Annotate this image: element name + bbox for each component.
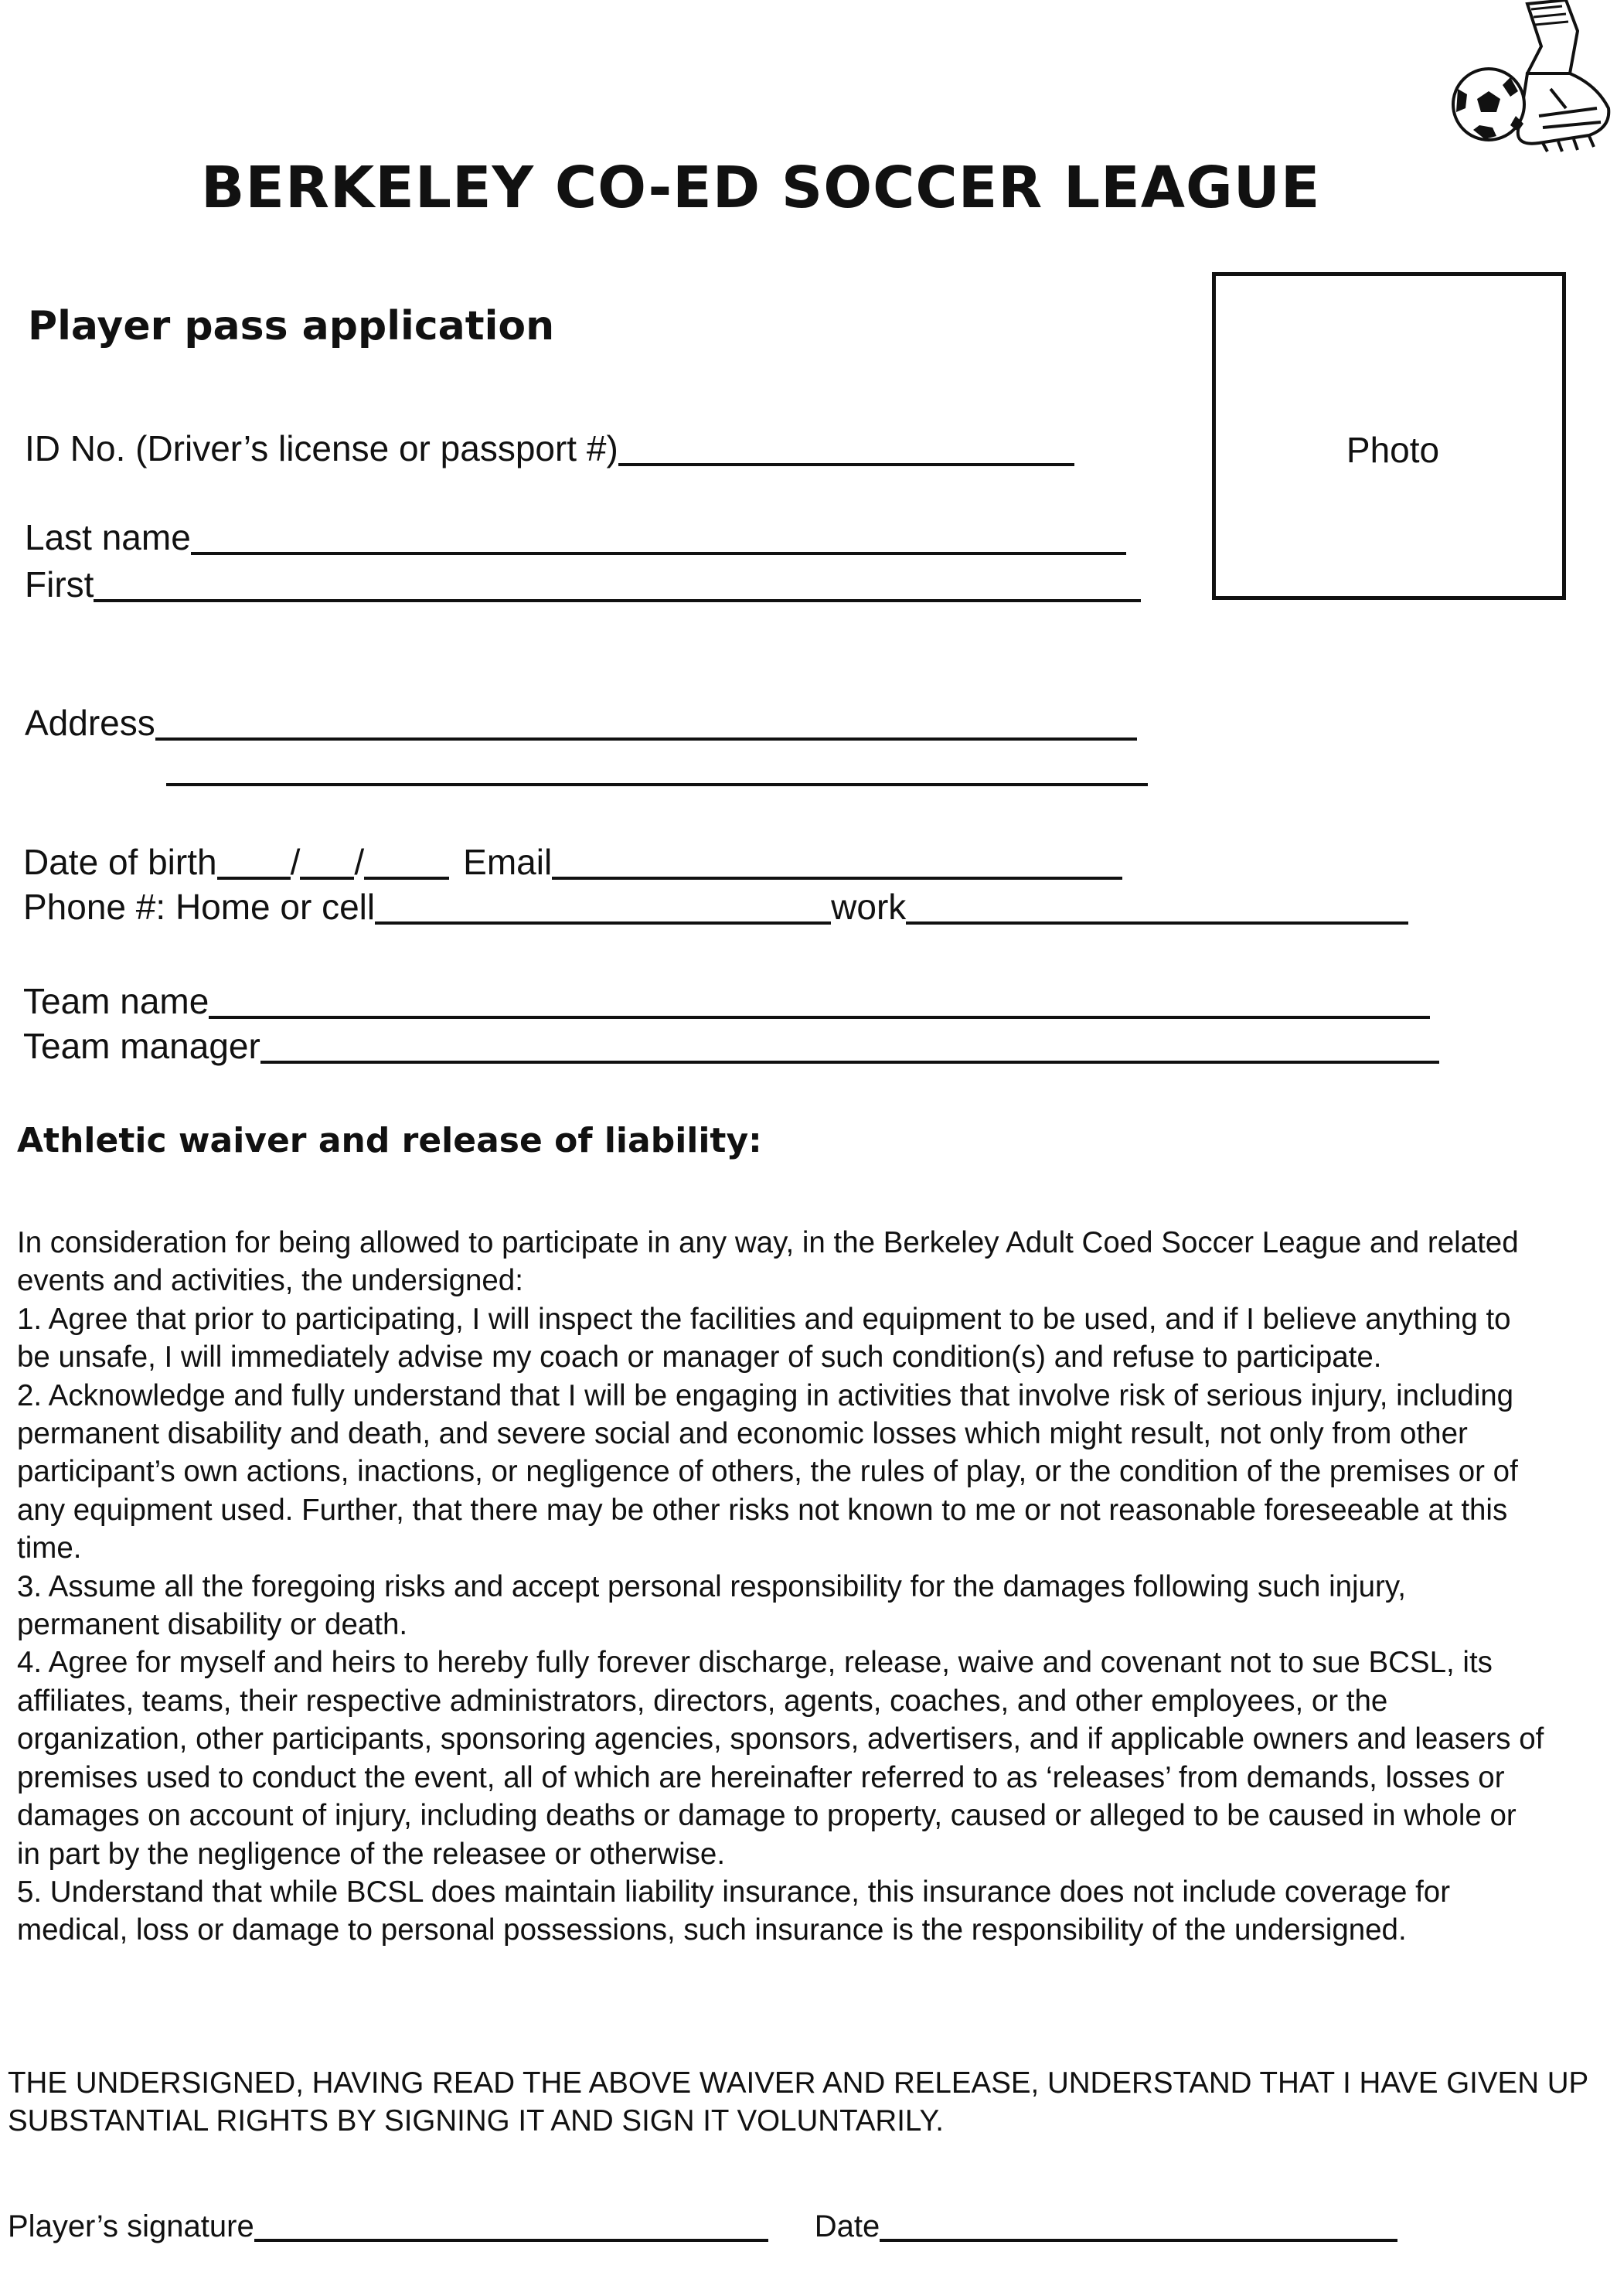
team-name-field (23, 982, 1430, 1019)
id-number-label: ID No. (Driver’s license or passport #) (25, 428, 618, 468)
first-name-input[interactable] (94, 565, 1141, 602)
phone-home-input[interactable] (375, 887, 831, 925)
form-subtitle: Player pass application (28, 303, 555, 349)
player-signature-label: Player’s signature (8, 2209, 254, 2243)
waiver-heading: Athletic waiver and release of liability: (17, 1121, 762, 1160)
address-field (25, 703, 1137, 741)
dob-label: Date of birth (23, 842, 217, 882)
waiver-declaration: THE UNDERSIGNED, HAVING READ THE ABOVE WAIVER AND RELEASE, UNDERSTAND THAT I HAVE GIVEN UP SUBSTANTIAL RIGHTS BY SIGNING IT AND SIGN IT VOLUNTARILY. (8, 2066, 1588, 2138)
phone-work-input[interactable] (906, 887, 1408, 925)
dob-separator-2: / (354, 842, 365, 882)
address-input-line-2[interactable] (166, 783, 1148, 786)
phone-row (23, 887, 1408, 925)
soccer-ball-kick-icon (1411, 0, 1612, 158)
waiver-text (17, 1224, 1547, 1950)
id-number-input[interactable] (618, 429, 1074, 466)
work-phone-label: work (831, 887, 907, 927)
waiver-intro: In consideration for being allowed to participate in any way, in the Berkeley Adult Coed Soccer League and related events and activities, the undersigned: (17, 1226, 1519, 1298)
date-label: Date (814, 2209, 880, 2243)
first-name-field (25, 564, 1141, 605)
email-label: Email (463, 842, 553, 882)
player-signature-input[interactable] (254, 2208, 768, 2242)
waiver-item: 5. Understand that while BCSL does maintain liability insurance, this insurance does not include coverage for medical, loss or damage to personal possessions, such insurance is the responsibility of the undersigned. (17, 1875, 1451, 1947)
team-manager-input[interactable] (260, 1027, 1439, 1064)
address-input-line-1[interactable] (155, 703, 1137, 741)
email-input[interactable] (552, 843, 1122, 880)
last-name-input[interactable] (191, 518, 1126, 555)
dob-month-input[interactable] (217, 843, 291, 880)
photo-box[interactable] (1212, 272, 1566, 600)
dob-day-input[interactable] (300, 843, 354, 880)
first-name-label: First (25, 564, 94, 605)
team-manager-label: Team manager (23, 1026, 260, 1066)
photo-label: Photo (1346, 430, 1440, 470)
page-title: BERKELEY CO-ED SOCCER LEAGUE (201, 155, 1321, 221)
signature-row (8, 2208, 1397, 2242)
waiver-item: 3. Assume all the foregoing risks and accept personal responsibility for the damages following such injury, permanent disability or death. (17, 1569, 1406, 1642)
signature-date-input[interactable] (880, 2208, 1397, 2242)
last-name-field (25, 518, 1126, 555)
waiver-item: 4. Agree for myself and heirs to hereby fully forever discharge, release, waive and covenant not to sue BCSL, its affiliates, teams, their respective administrators, directors, agents, coaches, and other employees, or the organization, other participants, sponsoring agencies, sponsors, advertisers, and if applicable owners and leasers of premises used to conduct the event, all of which are hereinafter referred to as ‘releases’ from demands, losses or damages on account of injury, including deaths or damage to property, caused or alleged to be caused in whole or in part by the negligence of the releasee or otherwise. (17, 1646, 1544, 1871)
team-name-label: Team name (23, 981, 209, 1021)
last-name-label: Last name (25, 517, 191, 557)
team-name-input[interactable] (209, 982, 1430, 1019)
dob-year-input[interactable] (364, 843, 449, 880)
waiver-item: 2. Acknowledge and fully understand that I will be engaging in activities that involve risk of serious injury, including permanent disability and death, and severe social and economic losses which might result, not only from other participant’s own actions, inactions, or negligence of others, the rules of play, or the condition of the premises or of any equipment used. Further, that there may be other risks not known to me or not reasonable foreseeable at this time. (17, 1378, 1518, 1565)
team-manager-field (23, 1027, 1439, 1064)
address-label: Address (25, 703, 155, 743)
id-number-field (25, 429, 1074, 466)
dob-email-row (23, 843, 1122, 880)
phone-label: Phone #: Home or cell (23, 887, 376, 927)
dob-separator-1: / (290, 842, 301, 882)
waiver-item: 1. Agree that prior to participating, I will inspect the facilities and equipment to be used, and if I believe anything to be unsafe, I will immediately advise my coach or manager of such condition(s) and refuse to participate. (17, 1302, 1511, 1375)
